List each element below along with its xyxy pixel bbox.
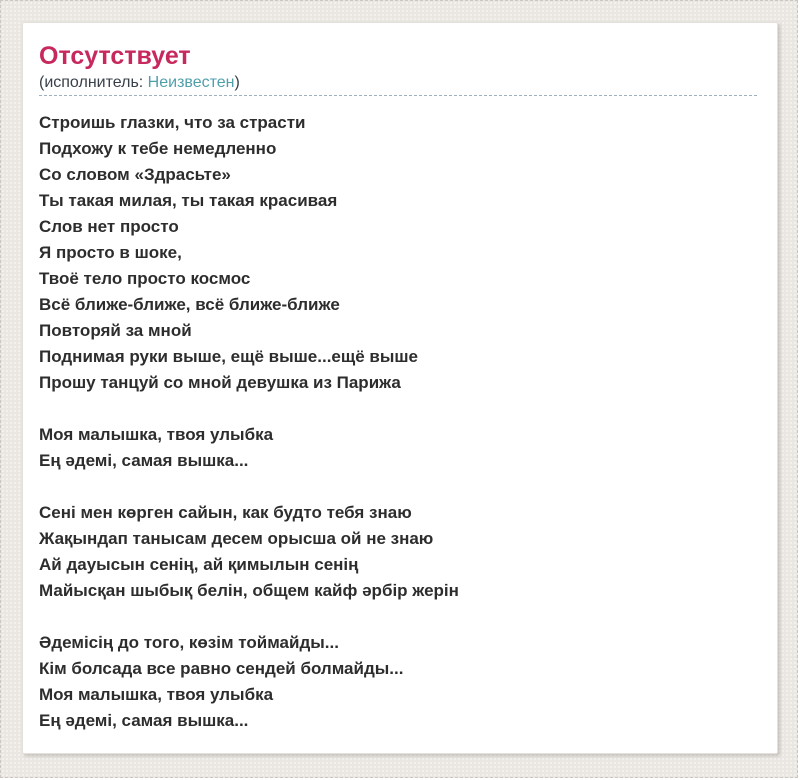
stanza [39,422,757,474]
lyric-line: Повторяй за мной [39,321,192,340]
lyric-line: Ты такая милая, ты такая красивая [39,191,338,210]
artist-label: (исполнитель: [39,74,148,91]
artist-label-suffix: ) [234,74,240,91]
lyric-line: Ең әдемі, самая вышка... [39,711,249,730]
lyrics [39,110,757,734]
lyric-line: Жақындап танысам десем орысша ой не знаю [39,529,434,548]
artist-row [39,74,757,96]
lyric-line: Кім болсада все равно сендей болмайды... [39,659,404,678]
lyrics-card [22,22,778,754]
lyric-line: Прошу танцуй со мной девушка из Парижа [39,373,401,392]
lyric-line: Майысқан шыбық белін, общем кайф әрбір жерін [39,581,459,600]
lyric-line: Ай дауысын сенің, ай қимылын сенің [39,555,359,574]
stanza [39,110,757,396]
lyric-line: Моя малышка, твоя улыбка [39,425,274,444]
lyric-line: Строишь глазки, что за страсти [39,113,306,132]
lyric-line: Подхожу к тебе немедленно [39,139,277,158]
lyric-line: Твоё тело просто космос [39,269,251,288]
song-title: Отсутствует [39,42,191,70]
stanza [39,500,757,604]
lyric-line: Я просто в шоке, [39,243,182,262]
stanza [39,630,757,734]
lyric-line: Со словом «Здрасьте» [39,165,231,184]
lyric-line: Слов нет просто [39,217,179,236]
lyric-line: Моя малышка, твоя улыбка [39,685,274,704]
artist-link[interactable]: Неизвестен [147,74,235,91]
lyric-line: Поднимая руки выше, ещё выше...ещё выше [39,347,418,366]
lyric-line: Әдемісің до того, көзім тоймайды... [39,633,339,652]
lyric-line: Ең әдемі, самая вышка... [39,451,249,470]
lyric-line: Всё ближе-ближе, всё ближе-ближе [39,295,340,314]
lyric-line: Сені мен көрген сайын, как будто тебя знаю [39,503,412,522]
